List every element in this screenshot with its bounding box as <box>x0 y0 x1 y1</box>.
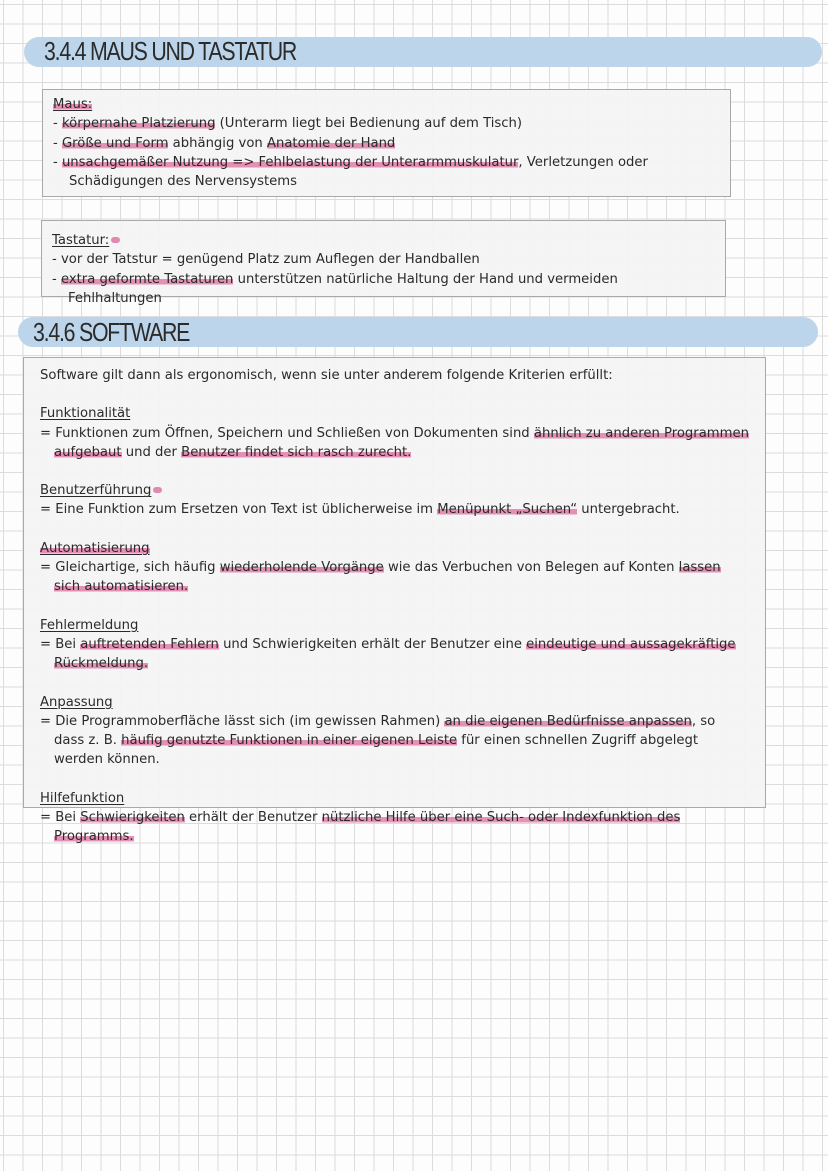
criterion-text <box>40 712 749 770</box>
criterion-heading <box>40 481 749 500</box>
maus-item-text: (Unterarm liegt bei Bedienung auf dem Tisch) <box>215 116 523 132</box>
criterion-highlight: häufig genutzte Funktionen in einer eigenen Leiste <box>121 733 458 749</box>
tastatur-item: - vor der Tatstur = genügend Platz zum Auflegen der Handballen <box>52 252 480 268</box>
criterion-highlight: Menüpunkt „Suchen“ <box>437 502 578 518</box>
tastatur-box <box>41 220 726 306</box>
maus-item-highlight: körpernahe Platzierung <box>61 116 216 132</box>
criterion-heading-text: Automatisierung <box>40 540 150 556</box>
tastatur-item-text: vor der Tatstur = genügend Platz zum Auflegen der Handballen <box>60 252 480 268</box>
maus-item: - körpernahe Platzierung (Unterarm liegt bei Bedienung auf dem Tisch) <box>53 116 523 132</box>
highlight-mark <box>111 237 120 243</box>
tastatur-item: - extra geformte Tastaturen unterstützen natürliche Haltung der Hand und vermeiden Fehlhaltungen <box>52 271 618 306</box>
criterion-heading <box>40 616 749 635</box>
criterion-text-part: = Die Programmoberfläche lässt sich (im gewissen Rahmen) <box>40 713 445 729</box>
criterion-text-part: und der <box>121 444 182 460</box>
criterion-text-part: für einen schnellen Zugriff abgelegt werden können. <box>54 733 699 768</box>
criterion-funktionalitaet <box>40 404 749 462</box>
criterion-highlight: Benutzer findet sich rasch zurecht. <box>181 444 412 460</box>
tastatur-heading-text: Tastatur: <box>52 233 110 248</box>
criterion-heading-text: Anpassung <box>40 694 113 710</box>
criterion-benutzerfuehrung <box>40 481 749 520</box>
criterion-text-part: , so dass z. B. <box>54 713 716 749</box>
criterion-text <box>40 500 749 519</box>
section-title-software: 3.4.6 SOFTWARE <box>33 317 190 347</box>
tastatur-heading <box>52 231 715 250</box>
maus-item-highlight: Größe und Form <box>61 135 169 151</box>
criterion-heading <box>40 404 749 423</box>
criterion-highlight: eindeutige und aussagekräftige Rückmeldung. <box>54 636 736 672</box>
criterion-heading <box>40 789 749 808</box>
criterion-highlight: wiederholende Vorgänge <box>219 560 384 576</box>
criterion-heading-text: Funktionalität <box>40 406 131 422</box>
software-box <box>23 357 766 845</box>
tastatur-item-highlight: extra geformte Tastaturen <box>60 271 234 287</box>
criterion-text <box>40 558 749 597</box>
maus-item: - unsachgemäßer Nutzung => Fehlbelastung der Unterarmmuskulatur, Verletzungen oder Schädigungen des Nervensystems <box>53 154 648 190</box>
maus-item-text: , Verletzungen oder Schädigungen des Nervensystems <box>69 154 648 190</box>
highlight-mark <box>153 487 162 493</box>
criterion-highlight: nützliche Hilfe über eine Such- oder Indexfunktion des Programms. <box>54 810 681 845</box>
criterion-highlight: an die eigenen Bedürfnisse anpassen <box>444 713 692 729</box>
criterion-heading-text: Fehlermeldung <box>40 617 139 633</box>
criterion-text-part: = Eine Funktion zum Ersetzen von Text ist üblicherweise im <box>40 502 438 518</box>
software-intro: Software gilt dann als ergonomisch, wenn sie unter anderem folgende Kriterien erfüllt: <box>40 368 613 383</box>
criterion-text-part: und Schwierigkeiten erhält der Benutzer eine <box>218 636 527 652</box>
criterion-fehlermeldung <box>40 616 749 674</box>
maus-box <box>42 89 731 197</box>
tastatur-item-text: unterstützen natürliche Haltung der Hand und vermeiden Fehlhaltungen <box>68 271 618 306</box>
criterion-heading <box>40 693 749 712</box>
maus-item-highlight: Anatomie der Hand <box>266 135 396 151</box>
criterion-heading <box>40 539 749 558</box>
criterion-text-part: = Bei <box>40 636 81 652</box>
criterion-hilfefunktion <box>40 789 749 847</box>
maus-item-highlight: unsachgemäßer Nutzung => Fehlbelastung der Unterarmmuskulatur <box>61 154 519 170</box>
criterion-text-part: = Bei <box>40 810 81 826</box>
criterion-text <box>40 635 749 674</box>
criterion-highlight: lassen sich automatisieren. <box>54 560 721 595</box>
criterion-text-part: erhält der Benutzer <box>184 810 322 826</box>
criterion-automatisierung <box>40 539 749 597</box>
criterion-text <box>40 808 749 847</box>
maus-heading <box>53 95 720 114</box>
criterion-highlight: Schwierigkeiten <box>80 810 185 826</box>
criterion-text-part: wie das Verbuchen von Belegen auf Konten <box>383 560 679 576</box>
maus-item-text: abhängig von <box>168 135 267 151</box>
maus-heading-text: Maus: <box>53 97 93 112</box>
criterion-highlight: auftretenden Fehlern <box>80 636 219 652</box>
maus-item: - Größe und Form abhängig von Anatomie der Hand <box>53 135 396 151</box>
criterion-text-part: untergebracht. <box>577 502 680 518</box>
criterion-text <box>40 424 749 463</box>
section-title-maus-tastatur: 3.4.4 MAUS UND TASTATUR <box>44 36 297 66</box>
criterion-heading-text: Hilfefunktion <box>40 790 125 806</box>
criterion-text-part: = Gleichartige, sich häufig <box>40 560 220 576</box>
criterion-heading-text: Benutzerführung <box>40 483 152 499</box>
criterion-anpassung <box>40 693 749 770</box>
criterion-text-part: = Funktionen zum Öffnen, Speichern und Schließen von Dokumenten sind <box>40 425 534 441</box>
criterion-highlight: ähnlich zu anderen Programmen aufgebaut <box>54 425 749 460</box>
